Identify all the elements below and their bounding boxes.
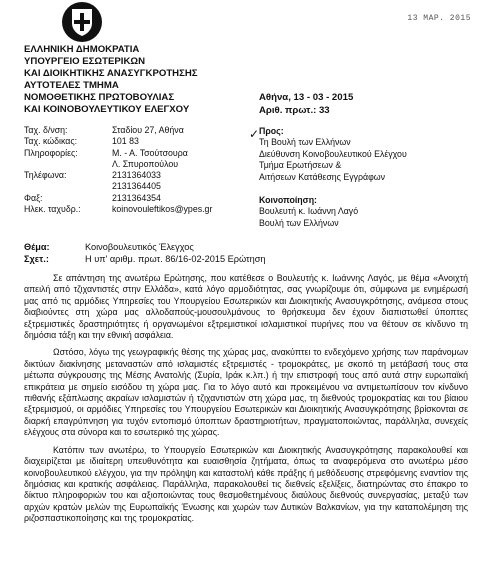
contact-row — [24, 136, 212, 147]
issuer-header — [24, 44, 198, 117]
date-stamp: 13 ΜΑΡ. 2015 — [407, 14, 471, 23]
contact-row — [24, 193, 212, 204]
contact-value: 2131364405 — [112, 181, 161, 192]
subject-block — [24, 241, 266, 265]
contact-label: Τηλέφωνα: — [24, 170, 67, 181]
header-line: ΕΛΛΗΝΙΚΗ ΔΗΜΟΚΡΑΤΙΑ — [24, 44, 140, 55]
contact-value: 101 83 — [112, 136, 139, 147]
contact-label — [24, 181, 112, 192]
header-line: ΝΟΜΟΘΕΤΙΚΗΣ ΠΡΩΤΟΒΟΥΛΙΑΣ — [24, 92, 175, 104]
contact-row — [24, 170, 212, 181]
body-paragraph: Σε απάντηση της ανωτέρω Ερώτησης, που κατέθεσε ο Βουλευτής κ. Ιωάννης Λαγός, με θέμα «Ανοιχτή απειλή από τζιχαντιστές στην Ελλάδα», κατά λόγο αρμοδιότητας, σας γνωρίζουμε ότι, σύμφωνα με ενημέρωσή μας από τις αρμόδιες Υπηρεσίες του Υπουργείου Εσωτερικών και Διοικητικής Ανασυγκρότησης, ανάμεσα στους διαβιούντες στη χώρα μας αλλοδαπούς-μουσουλμάνους το θρήσκευμα δεν έχουν διαπιστωθεί ύποπτες εξτρεμιστικές δραστηριότητες ή οργανωμένοι εξτρεμιστικοί ισλαμιστικοί πυρήνες που να θέτουν σε κίνδυνο τη δημόσια τάξη και την εθνική ασφάλεια. — [24, 273, 468, 341]
document-date: Αθήνα, 13 - 03 - 2015 — [259, 92, 354, 103]
subject-value: Κοινοβουλευτικός Έλεγχος — [85, 242, 194, 252]
recipients-block — [249, 126, 407, 229]
contact-label: Ηλεκ. ταχυδρ.: — [24, 204, 81, 215]
header-line: ΥΠΟΥΡΓΕΙΟ ΕΣΩΤΕΡΙΚΩΝ — [24, 56, 145, 68]
letter-body — [24, 273, 468, 531]
protocol-number: Αριθ. πρωτ.: 33 — [259, 104, 330, 116]
contact-details — [24, 125, 212, 215]
contact-value: Σταδίου 27, Αθήνα — [112, 125, 184, 135]
contact-label: Ταχ. κώδικας: — [24, 136, 78, 147]
reference-row — [24, 253, 266, 265]
checkmark-icon: ✓ — [249, 127, 260, 141]
body-paragraph: Ωστόσο, λόγω της γεωγραφικής θέσης της χώρας μας, ανακύπτει το ενδεχόμενο χρήσης των παράνομων δικτύων διακίνησης μεταναστών από ισλαμιστές εξτρεμιστές - τρομοκράτες, με σκοπό τη μετάβασή τους στα μέτωπα σύγκρουσης της Μέσης Ανατολής (Συρία, Ιράκ κ.λπ.) ή την επιστροφή τους από αυτά στην ευρωπαϊκή επικράτεια με σημείο εισόδου τη χώρα μας. Για το λόγο αυτό και προκειμένου να αντιμετωπίσουν τον κίνδυνο πιθανής εξάπλωσης ακραίων ισλαμιστών ή τζιχαντιστών στη χώρα μας, τη διεθνούς τρομοκρατίας και του βίαιου εξτρεμισμού, οι αρμόδιες Υπηρεσίες του Υπουργείου Εσωτερικών και Διοικητικής Ανασυγκρότησης βρίσκονται σε διαρκή επαγρύπνηση για τυχόν εντοπισμό ύποπτων δραστηριοτήτων, πραγματοποιώντας, παράλληλα, συνεχείς ελέγχους στα σύνορα και το εσωτερικό της χώρας. — [24, 347, 468, 438]
header-line: ΑΥΤΟΤΕΛΕΣ ΤΜΗΜΑ — [24, 80, 119, 92]
body-paragraph: Κατόπιν των ανωτέρω, το Υπουργείο Εσωτερικών και Διοικητικής Ανασυγκρότησης παρακολουθεί και διαχειρίζεται με ιδιαίτερη υπευθυνότητα και ευαισθησία ζητήματα, όπως τα αναφερόμενα στο ανωτέρω μέσο κοινοβουλευτικού ελέγχου, για την πρόληψη και καταστολή κάθε πράξης ή μεθόδευσης στρεφόμενης εναντίον της δημόσιας και κρατικής ασφάλειας. Παράλληλα, παρακολουθεί τις διεθνείς εξελίξεις, διατηρώντας στο έπακρο το δίκτυο πληροφοριών του και αξιοποιώντας τους θεσμοθετημένους διαύλους διεθνούς συνεργασίας, μεταξύ των αρχών κρατών μελών της Ευρωπαϊκής Ένωσης και χωρών των Δυτικών Βαλκανίων, για την καταπολέμηση της ριζοσπαστικοποίησης και της τρομοκρατίας. — [24, 444, 468, 524]
subject-row — [24, 241, 266, 253]
contact-row — [24, 159, 212, 170]
subject-label: Θέμα: — [24, 242, 50, 252]
recipient-line: Τη Βουλή των Ελλήνων — [259, 137, 351, 148]
contact-row — [24, 148, 212, 159]
cc-line: Βουλή των Ελλήνων — [259, 217, 339, 228]
contact-value: 2131364354 — [112, 192, 161, 203]
recipient-line: Αιτήσεων Κατάθεσης Εγγράφων — [259, 171, 386, 182]
date-protocol-block — [259, 92, 353, 117]
contact-label — [24, 159, 112, 170]
contact-value: Λ. Σπυροπούλου — [112, 158, 179, 169]
contact-row — [24, 181, 212, 192]
contact-label: Φαξ: — [24, 192, 43, 203]
email-link[interactable]: koinovouleftikos@ypes.gr — [112, 204, 213, 215]
reference-label: Σχετ.: — [24, 254, 49, 264]
contact-row — [24, 204, 212, 215]
cc-line: Βουλευτή κ. Ιωάννη Λαγό — [259, 206, 359, 217]
header-line: ΚΑΙ ΔΙΟΙΚΗΤΙΚΗΣ ΑΝΑΣΥΓΚΡΟΤΗΣΗΣ — [24, 68, 198, 80]
to-heading: Προς: — [259, 126, 284, 136]
contact-value: Μ. - Α. Τσούτσουρα — [112, 147, 188, 158]
recipient-line: Τμήμα Ερωτήσεων & — [259, 160, 342, 171]
contact-label: Ταχ. δ/νση: — [24, 125, 68, 135]
recipient-line: Διεύθυνση Κοινοβουλευτικού Ελέγχου — [259, 148, 407, 159]
contact-label: Πληροφορίες: — [24, 147, 78, 158]
greek-coat-of-arms-icon — [62, 2, 102, 42]
cc-heading: Κοινοποίηση: — [259, 195, 317, 206]
contact-value: 2131364033 — [112, 170, 161, 181]
header-line: ΚΑΙ ΚΟΙΝΟΒΟΥΛΕΥΤΙΚΟΥ ΕΛΕΓΧΟΥ — [24, 104, 190, 116]
reference-value: Η υπ' αριθμ. πρωτ. 86/16-02-2015 Ερώτηση — [85, 254, 266, 264]
contact-row — [24, 125, 212, 136]
